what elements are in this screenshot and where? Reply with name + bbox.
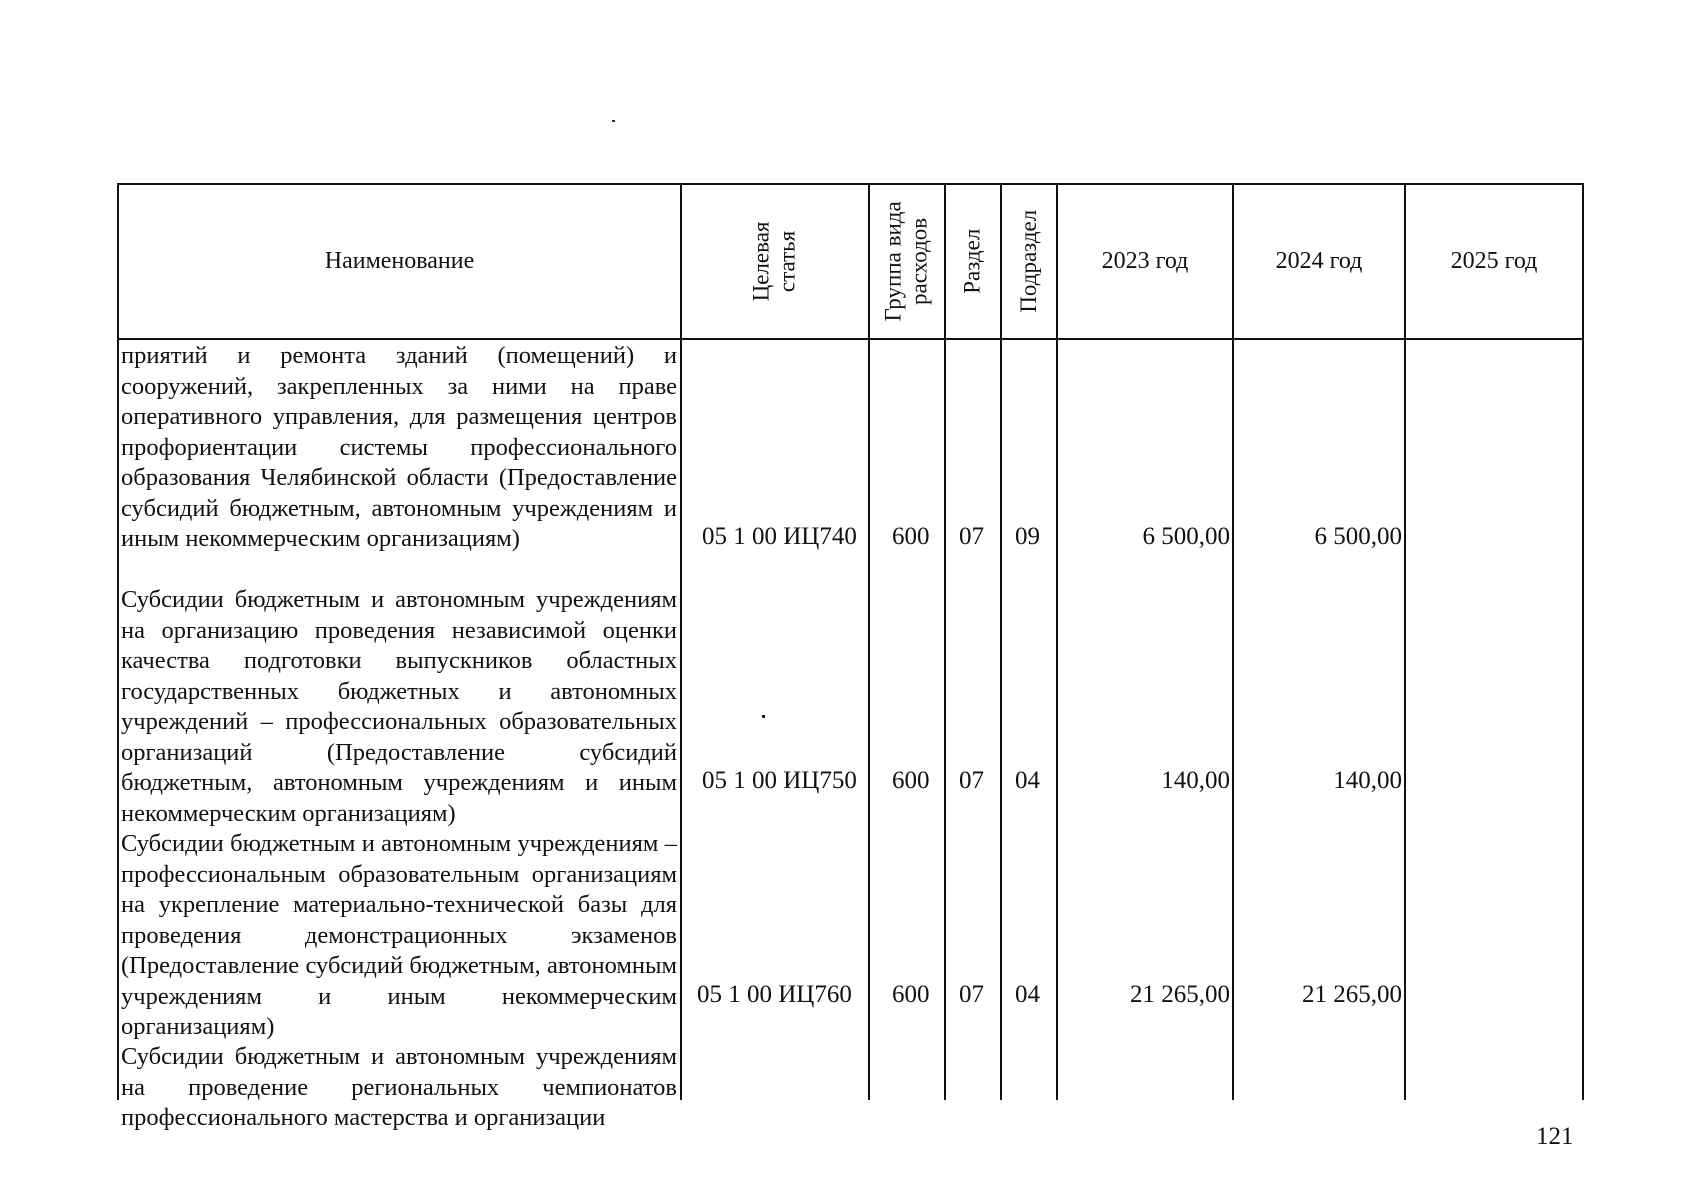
header-expense-group	[870, 185, 944, 338]
header-name-label: Наименование	[324, 248, 475, 274]
header-section	[946, 185, 1000, 338]
row-1-2024: 6 500,00	[1314, 523, 1402, 550]
row-4-description: Субсидии бюджетным и автономным учреждениям на проведение региональных чемпионатов профессионального мастерства и организации	[121, 1043, 677, 1131]
row-1-group: 600	[892, 523, 930, 550]
page-number: 121	[1536, 1123, 1574, 1150]
row-1-description: приятий и ремонта зданий (помещений) и сооружений, закрепленных за ними на праве оперативного управления, для размещения центров профориентации системы профессионального образования Челябинской области (Предоставление субсидий бюджетным, автономным учреждениям и иным некоммерческим организациям)	[121, 342, 677, 552]
header-2025	[1406, 185, 1582, 338]
row-3-section: 07	[959, 981, 984, 1008]
header-subsection-label: Подраздел	[1015, 210, 1041, 313]
header-name	[119, 185, 680, 338]
header-target-article-line2: статья	[774, 230, 800, 293]
column-border	[1582, 183, 1584, 1100]
budget-table	[117, 183, 1584, 1131]
row-3-code: 05 1 00 ИЦ760	[697, 981, 852, 1008]
header-target-article-line1: Целевая	[748, 221, 774, 302]
row-2-2024: 140,00	[1333, 767, 1402, 794]
header-2024-label: 2024 год	[1275, 248, 1363, 274]
row-1-2023: 6 500,00	[1142, 523, 1230, 550]
row-3-group: 600	[892, 981, 930, 1008]
header-2024	[1234, 185, 1404, 338]
row-3-subsection: 04	[1015, 981, 1040, 1008]
scan-speck	[612, 120, 615, 122]
header-2023-label: 2023 год	[1101, 248, 1189, 274]
row-1-section: 07	[959, 523, 984, 550]
header-section-label: Раздел	[959, 228, 985, 295]
header-expense-group-line1: Группа вида	[880, 201, 906, 322]
header-bottom-border	[117, 338, 1584, 340]
header-expense-group-line2: расходов	[907, 217, 933, 306]
header-target-article	[682, 185, 868, 338]
row-2-code: 05 1 00 ИЦ750	[702, 767, 857, 794]
header-2025-label: 2025 год	[1450, 248, 1538, 274]
row-2-description: Субсидии бюджетным и автономным учреждениям на организацию проведения независимой оценки качества подготовки выпускников областных государственных бюджетных и автономных учреждений – профессиональных образовательных организаций (Предоставление субсидий бюджетным, автономным учреждениям и иным некоммерческим организациям)	[121, 586, 677, 827]
header-subsection	[1002, 185, 1056, 338]
row-1-subsection: 09	[1015, 523, 1040, 550]
row-3-2024: 21 265,00	[1302, 981, 1402, 1008]
row-2-group: 600	[892, 767, 930, 794]
row-2-subsection: 04	[1015, 767, 1040, 794]
row-3-description: Субсидии бюджетным и автономным учреждениям – профессиональным образовательным организациям на укрепление материально-технической базы для проведения демонстрационных экзаменов (Предоставление субсидий бюджетным, автономным учреждениям и иным некоммерческим организациям)	[121, 830, 677, 1040]
row-2-2023: 140,00	[1161, 767, 1230, 794]
row-1-code: 05 1 00 ИЦ740	[702, 523, 857, 550]
header-2023	[1058, 185, 1232, 338]
row-3-2023: 21 265,00	[1130, 981, 1230, 1008]
row-2-section: 07	[959, 767, 984, 794]
